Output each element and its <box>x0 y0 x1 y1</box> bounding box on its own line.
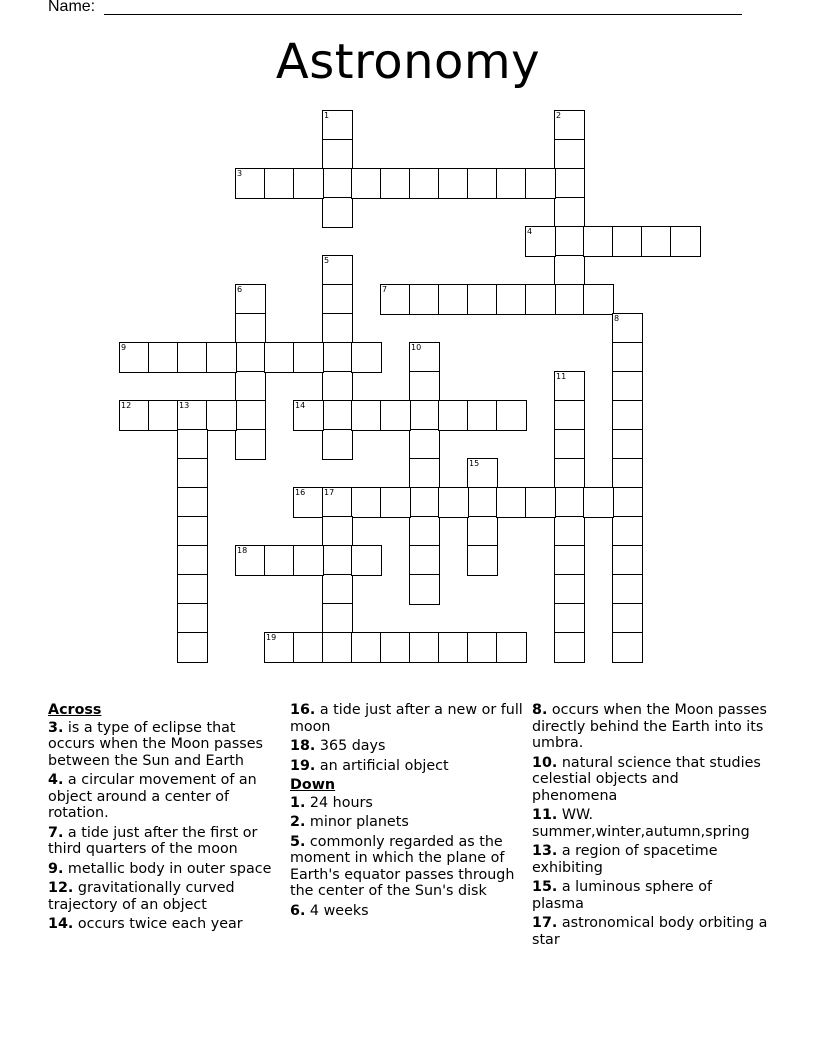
grid-cell[interactable] <box>206 400 237 431</box>
grid-cell[interactable] <box>177 400 208 431</box>
grid-cell[interactable] <box>177 574 208 605</box>
clue-down-17: 17. astronomical body orbiting a star <box>532 915 768 948</box>
clue-across-18: 18. 365 days <box>290 738 386 754</box>
cell-number: 17 <box>324 488 335 497</box>
grid-cell[interactable] <box>264 545 295 576</box>
grid-cell[interactable] <box>322 284 353 315</box>
grid-cell[interactable] <box>177 603 208 634</box>
grid-cell[interactable] <box>351 168 382 199</box>
cell-number: 1 <box>324 111 330 120</box>
grid-cell[interactable] <box>467 632 498 663</box>
grid-cell[interactable] <box>554 545 585 576</box>
grid-cell[interactable] <box>554 226 585 257</box>
grid-cell[interactable] <box>322 139 353 170</box>
cell-number: 18 <box>237 546 248 555</box>
grid-cell[interactable] <box>554 632 585 663</box>
grid-cell[interactable] <box>583 487 614 518</box>
grid-cell[interactable] <box>177 632 208 663</box>
grid-cell[interactable] <box>612 313 643 344</box>
clue-down-5: 5. commonly regarded as the moment in which the plane of Earth's equator passes through the center of the Sun's disk <box>290 833 515 899</box>
grid-cell[interactable] <box>380 284 411 315</box>
grid-cell[interactable] <box>293 400 324 431</box>
grid-cell[interactable] <box>322 110 353 141</box>
cell-number: 7 <box>382 285 388 294</box>
grid-cell[interactable] <box>467 168 498 199</box>
grid-cell[interactable] <box>235 371 266 402</box>
grid-cell[interactable] <box>293 632 324 663</box>
grid-cell[interactable] <box>148 400 179 431</box>
grid-cell[interactable] <box>351 342 382 373</box>
grid-cell[interactable] <box>409 429 440 460</box>
clue-down-13: 13. a region of spacetime exhibiting <box>532 843 718 876</box>
grid-cell[interactable] <box>380 487 411 518</box>
clues-column-2 <box>290 702 526 922</box>
grid-cell[interactable] <box>612 342 643 373</box>
grid-cell[interactable] <box>409 168 440 199</box>
grid-cell[interactable] <box>438 168 469 199</box>
grid-cell[interactable] <box>554 516 585 547</box>
grid-cell[interactable] <box>612 458 643 489</box>
clue-down-2: 2. minor planets <box>290 814 409 830</box>
grid-cell[interactable] <box>177 516 208 547</box>
grid-cell[interactable] <box>322 255 353 286</box>
grid-cell[interactable] <box>467 400 498 431</box>
cell-number: 6 <box>237 285 243 294</box>
clue-down-1: 1. 24 hours <box>290 794 373 811</box>
grid-cell[interactable] <box>235 429 266 460</box>
grid-cell[interactable] <box>554 197 585 228</box>
grid-cell[interactable] <box>264 632 295 663</box>
grid-cell[interactable] <box>380 168 411 199</box>
clues-column-3 <box>532 702 768 951</box>
grid-cell[interactable] <box>554 139 585 170</box>
clue-across-9: 9. metallic body in outer space <box>48 860 272 877</box>
grid-cell[interactable] <box>612 371 643 402</box>
clue-across-12: 12. gravitationally curved trajectory of an object <box>48 880 235 913</box>
grid-cell[interactable] <box>322 632 353 663</box>
grid-cell[interactable] <box>409 284 440 315</box>
grid-cell[interactable] <box>612 574 643 605</box>
grid-cell[interactable] <box>119 400 150 431</box>
grid-cell[interactable] <box>612 545 643 576</box>
grid-cell[interactable] <box>583 284 614 315</box>
grid-cell[interactable] <box>322 487 353 518</box>
grid-cell[interactable] <box>380 400 411 431</box>
clue-down-8: 8. occurs when the Moon passes directly behind the Earth into its umbra. <box>532 702 767 751</box>
grid-cell[interactable] <box>409 400 440 431</box>
cell-number: 5 <box>324 256 330 265</box>
cell-number: 14 <box>295 401 306 410</box>
grid-cell[interactable] <box>554 168 585 199</box>
across-heading: Across <box>48 702 102 718</box>
grid-cell[interactable] <box>409 371 440 402</box>
cell-number: 4 <box>527 227 533 236</box>
cell-number: 3 <box>237 169 243 178</box>
grid-cell[interactable] <box>380 632 411 663</box>
grid-cell[interactable] <box>496 632 527 663</box>
grid-cell[interactable] <box>583 226 614 257</box>
clue-down-6: 6. 4 weeks <box>290 902 369 919</box>
grid-cell[interactable] <box>612 487 643 518</box>
grid-cell[interactable] <box>264 342 295 373</box>
grid-cell[interactable] <box>438 632 469 663</box>
grid-cell[interactable] <box>322 574 353 605</box>
grid-cell[interactable] <box>612 516 643 547</box>
grid-cell[interactable] <box>322 313 353 344</box>
grid-cell[interactable] <box>264 168 295 199</box>
grid-cell[interactable] <box>322 429 353 460</box>
grid-cell[interactable] <box>119 342 150 373</box>
grid-cell[interactable] <box>409 574 440 605</box>
clue-across-3: 3. is a type of eclipse that occurs when the Moon passes between the Sun and Earth <box>48 719 263 769</box>
grid-cell[interactable] <box>554 371 585 402</box>
grid-cell[interactable] <box>235 168 266 199</box>
grid-cell[interactable] <box>322 516 353 547</box>
grid-cell[interactable] <box>554 487 585 518</box>
grid-cell[interactable] <box>322 168 353 199</box>
grid-cell[interactable] <box>206 342 237 373</box>
cell-number: 19 <box>266 633 277 642</box>
clue-across-14: 14. occurs twice each year <box>48 916 243 932</box>
grid-cell[interactable] <box>554 603 585 634</box>
grid-cell[interactable] <box>612 632 643 663</box>
grid-cell[interactable] <box>351 400 382 431</box>
grid-cell[interactable] <box>409 487 440 518</box>
grid-cell[interactable] <box>467 284 498 315</box>
grid-cell[interactable] <box>612 400 643 431</box>
grid-cell[interactable] <box>496 487 527 518</box>
grid-cell[interactable] <box>322 371 353 402</box>
cell-number: 16 <box>295 488 306 497</box>
grid-cell[interactable] <box>554 574 585 605</box>
clue-across-16: 16. a tide just after a new or full moon <box>290 702 523 735</box>
grid-cell[interactable] <box>438 284 469 315</box>
grid-cell[interactable] <box>351 487 382 518</box>
cell-number: 15 <box>469 459 480 468</box>
grid-cell[interactable] <box>148 342 179 373</box>
grid-cell[interactable] <box>322 545 353 576</box>
grid-cell[interactable] <box>496 400 527 431</box>
grid-cell[interactable] <box>177 458 208 489</box>
cell-number: 12 <box>121 401 132 410</box>
grid-cell[interactable] <box>293 487 324 518</box>
grid-cell[interactable] <box>409 516 440 547</box>
clue-across-7: 7. a tide just after the first or third quarters of the moon <box>48 824 258 857</box>
grid-cell[interactable] <box>554 458 585 489</box>
grid-cell[interactable] <box>409 342 440 373</box>
grid-cell[interactable] <box>409 545 440 576</box>
cell-number: 10 <box>411 343 422 352</box>
grid-cell[interactable] <box>409 632 440 663</box>
grid-cell[interactable] <box>612 603 643 634</box>
cell-number: 11 <box>556 372 567 381</box>
clue-down-10: 10. natural science that studies celestial objects and phenomena <box>532 754 761 804</box>
grid-cell[interactable] <box>177 429 208 460</box>
grid-cell[interactable] <box>467 458 498 489</box>
clues-column-1 <box>48 702 276 936</box>
grid-cell[interactable] <box>177 342 208 373</box>
grid-cell[interactable] <box>351 545 382 576</box>
grid-cell[interactable] <box>554 110 585 141</box>
grid-cell[interactable] <box>496 284 527 315</box>
grid-cell[interactable] <box>322 400 353 431</box>
grid-cell[interactable] <box>467 516 498 547</box>
grid-cell[interactable] <box>322 342 353 373</box>
clue-down-11: 11. WW. summer,winter,autumn,spring <box>532 807 750 840</box>
cell-number: 9 <box>121 343 127 352</box>
grid-cell[interactable] <box>554 284 585 315</box>
grid-cell[interactable] <box>554 429 585 460</box>
grid-cell[interactable] <box>525 168 556 199</box>
grid-cell[interactable] <box>670 226 701 257</box>
grid-cell[interactable] <box>235 313 266 344</box>
clue-across-4: 4. a circular movement of an object around a center of rotation. <box>48 772 257 821</box>
cell-number: 2 <box>556 111 562 120</box>
grid-cell[interactable] <box>409 458 440 489</box>
cell-number: 13 <box>179 401 190 410</box>
down-heading: Down <box>290 777 336 793</box>
grid-cell[interactable] <box>438 400 469 431</box>
grid-cell[interactable] <box>525 284 556 315</box>
grid-cell[interactable] <box>177 487 208 518</box>
grid-cell[interactable] <box>235 545 266 576</box>
grid-cell[interactable] <box>235 400 266 431</box>
grid-cell[interactable] <box>612 429 643 460</box>
clue-down-15: 15. a luminous sphere of plasma <box>532 879 713 912</box>
grid-cell[interactable] <box>235 284 266 315</box>
grid-cell[interactable] <box>467 545 498 576</box>
grid-cell[interactable] <box>525 487 556 518</box>
grid-cell[interactable] <box>293 342 324 373</box>
grid-cell[interactable] <box>438 487 469 518</box>
grid-cell[interactable] <box>322 197 353 228</box>
grid-cell[interactable] <box>235 342 266 373</box>
grid-cell[interactable] <box>293 545 324 576</box>
grid-cell[interactable] <box>496 168 527 199</box>
grid-cell[interactable] <box>554 400 585 431</box>
clue-across-19: 19. an artificial object <box>290 757 449 774</box>
grid-cell[interactable] <box>641 226 672 257</box>
cell-number: 8 <box>614 314 620 323</box>
grid-cell[interactable] <box>322 603 353 634</box>
grid-cell[interactable] <box>351 632 382 663</box>
grid-cell[interactable] <box>177 545 208 576</box>
grid-cell[interactable] <box>467 487 498 518</box>
page-title: Astronomy <box>275 34 541 90</box>
name-label: Name: <box>48 0 96 15</box>
grid-cell[interactable] <box>293 168 324 199</box>
grid-cell[interactable] <box>612 226 643 257</box>
grid-cell[interactable] <box>525 226 556 257</box>
grid-cell[interactable] <box>554 255 585 286</box>
